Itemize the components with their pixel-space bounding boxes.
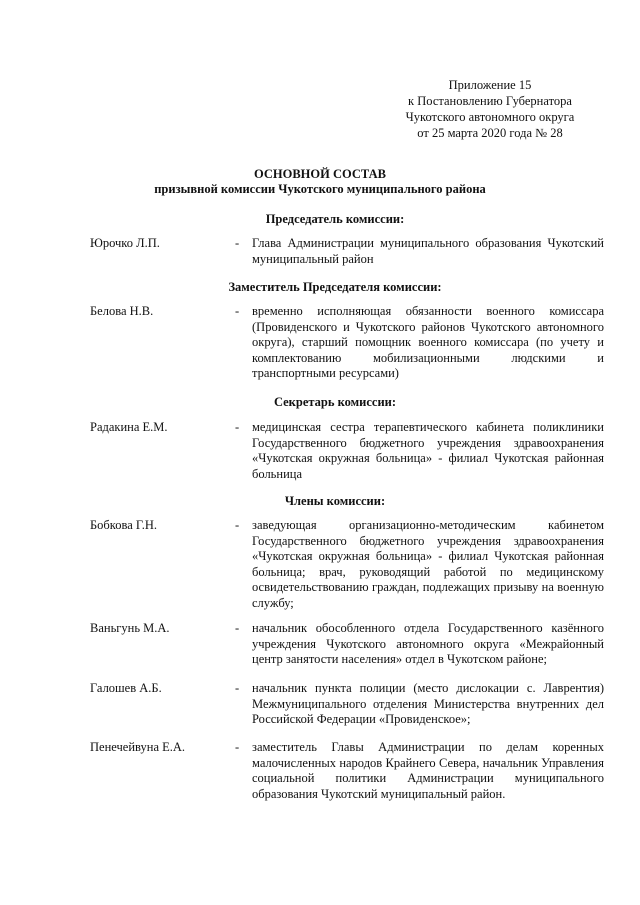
member-description: начальник пункта полиции (место дислокации с. Лаврентия) Межмуниципального отделения Министерства внутренних дел Российской Федерации «Провиденское»;	[252, 681, 604, 727]
document-title: ОСНОВНОЙ СОСТАВ	[254, 167, 386, 181]
document-subtitle: призывной комиссии Чукотского муниципального района	[154, 182, 486, 196]
appendix-header	[380, 77, 600, 141]
member-dash: -	[235, 420, 240, 434]
section-deputy: Заместитель Председателя комиссии:	[228, 280, 442, 294]
appendix-line-3: Чукотского автономного округа	[405, 110, 575, 124]
member-name: Белова Н.В.	[90, 304, 154, 318]
member-description: временно исполняющая обязанности военного комиссара (Провиденского и Чукотского районов Чукотского автономного округа), старший помощник военного комиссара (по учету и комплектованию мобилизационными людскими и транспортными ресурсами)	[252, 304, 604, 381]
member-name: Радакина Е.М.	[90, 420, 168, 434]
member-description: заведующая организационно-методическим кабинетом Государственного бюджетного учреждения здравоохранения «Чукотская окружная больница» - филиал Чукотская районная больница; врач, руководящий работой по медицинскому освидетельствованию граждан, подлежащих призыву на военную службу;	[252, 518, 604, 610]
member-dash: -	[235, 621, 240, 635]
appendix-line-2: к Постановлению Губернатора	[408, 94, 572, 108]
member-description: Глава Администрации муниципального образования Чукотский муниципальный район	[252, 236, 604, 266]
member-dash: -	[235, 518, 240, 532]
member-dash: -	[235, 681, 240, 695]
member-dash: -	[235, 740, 240, 754]
member-name: Бобкова Г.Н.	[90, 518, 157, 532]
appendix-line-4: от 25 марта 2020 года № 28	[417, 126, 563, 140]
section-secretary: Секретарь комиссии:	[273, 395, 397, 409]
member-name: Юрочко Л.П.	[90, 236, 160, 250]
section-members: Члены комиссии:	[284, 494, 386, 508]
appendix-line-1: Приложение 15	[448, 78, 532, 92]
member-name: Ваньгунь М.А.	[90, 621, 170, 635]
section-chair: Председатель комиссии:	[265, 212, 405, 226]
member-description: медицинская сестра терапевтического кабинета поликлиники Государственного бюджетного учреждения здравоохранения «Чукотская окружная больница» - филиал Чукотская районная больница	[252, 420, 604, 481]
member-name: Галошев А.Б.	[90, 681, 162, 695]
member-dash: -	[235, 304, 240, 318]
member-dash: -	[235, 236, 240, 250]
member-name: Пенечейвуна Е.А.	[90, 740, 186, 754]
member-description: заместитель Главы Администрации по делам коренных малочисленных народов Крайнего Севера, начальник Управления социальной политики Администрации муниципального образования Чукотский муниципальный район.	[252, 740, 604, 801]
member-description: начальник обособленного отдела Государственного казённого учреждения Чукотского автономного округа «Межрайонный центр занятости населения» отдел в Чукотском районе;	[252, 621, 604, 667]
